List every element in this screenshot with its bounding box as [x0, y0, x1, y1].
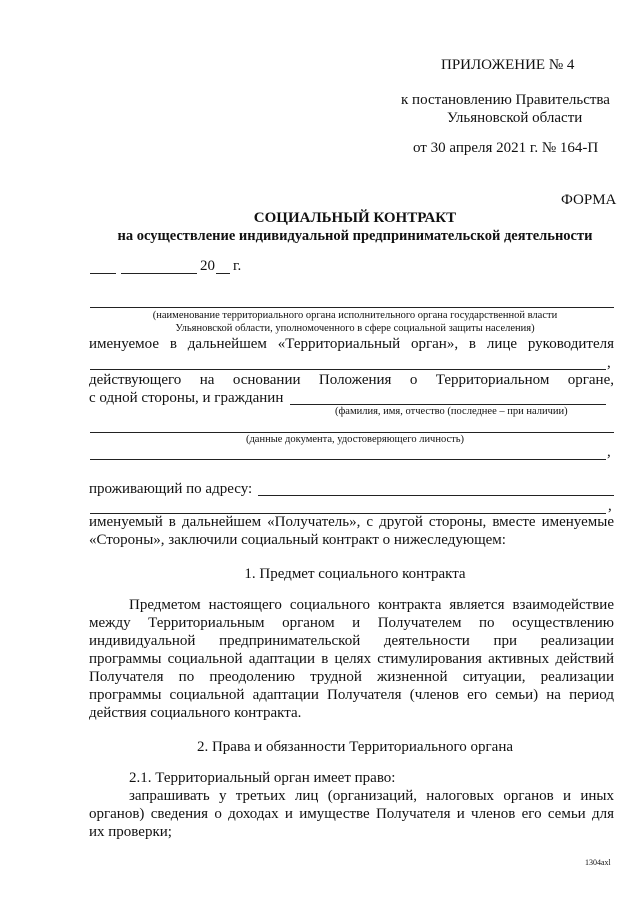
section-2-subheading: 2.1. Территориальный орган имеет право: — [129, 770, 396, 786]
section-1-line-2: между Территориальным органом и Получателем по осуществлению — [89, 615, 614, 631]
body-line-4: с одной стороны, и гражданин — [89, 390, 284, 406]
comma-2: , — [607, 444, 611, 460]
resolution-date: от 30 апреля 2021 г. № 164-П — [413, 140, 599, 156]
footer-code: 1304ахl — [585, 858, 611, 867]
year-suffix: г. — [233, 258, 242, 274]
comma-1: , — [607, 355, 611, 371]
section-2-line-1: запрашивать у третьих лиц (организаций, налоговых органов и иных — [129, 788, 614, 804]
day-blank[interactable] — [90, 273, 116, 274]
org-name-line[interactable] — [90, 307, 614, 308]
body-line-8: «Стороны», заключили социальный контракт о нижеследующем: — [89, 532, 506, 548]
address-label: проживающий по адресу: — [89, 481, 253, 497]
citizen-name-line[interactable] — [290, 404, 606, 405]
fio-caption: (фамилия, имя, отчество (последнее – при наличии) — [335, 406, 568, 417]
section-2-line-2: органов) сведения о доходах и имуществе Получателя и членов его семьи для — [89, 806, 614, 822]
contract-title: СОЦИАЛЬНЫЙ КОНТРАКТ — [253, 210, 457, 226]
document-caption: (данные документа, удостоверяющего личность) — [245, 434, 465, 445]
form-label: ФОРМА — [561, 192, 617, 208]
section-1-line-7: действия социального контракта. — [89, 705, 302, 721]
contract-subtitle: на осуществление индивидуальной предпринимательской деятельности — [117, 228, 593, 244]
document-line-2[interactable] — [90, 459, 606, 460]
comma-3: , — [608, 498, 612, 514]
appendix-label: ПРИЛОЖЕНИЕ № 4 — [441, 57, 575, 73]
month-blank[interactable] — [121, 273, 197, 274]
section-2-heading: 2. Права и обязанности Территориального органа — [196, 739, 514, 755]
section-1-line-5: Получателя по преодолению трудной жизненной ситуации, реализации — [89, 669, 614, 685]
year-prefix: 20 — [200, 258, 215, 274]
section-2-line-3: их проверки; — [89, 824, 172, 840]
resolution-line-1: к постановлению Правительства — [401, 92, 610, 108]
org-caption-2: Ульяновской области, уполномоченного в сфере социальной защиты населения) — [175, 323, 535, 334]
section-1-line-3: индивидуальной предпринимательской деятельности при реализации — [89, 633, 614, 649]
year-blank[interactable] — [216, 273, 230, 274]
body-line-7: именуемый в дальнейшем «Получатель», с другой стороны, вместе именуемые — [89, 514, 614, 530]
section-1-heading: 1. Предмет социального контракта — [244, 566, 466, 582]
section-1-line-4: программы социальной адаптации в целях стимулирования активных действий — [89, 651, 614, 667]
resolution-line-2: Ульяновской области — [447, 110, 583, 126]
section-1-line-1: Предметом настоящего социального контракта является взаимодействие — [129, 597, 614, 613]
section-1-line-6: программы социальной адаптации Получателя (членов его семьи) на период — [89, 687, 614, 703]
director-name-line[interactable] — [90, 369, 606, 370]
org-caption-1: (наименование территориального органа исполнительного органа государственной власти — [152, 310, 558, 321]
document-line[interactable] — [90, 432, 614, 433]
address-line-1[interactable] — [258, 495, 614, 496]
body-line-3: действующего на основании Положения о Территориальном органе, — [89, 372, 614, 388]
body-line-1: именуемое в дальнейшем «Территориальный орган», в лице руководителя — [89, 336, 614, 352]
